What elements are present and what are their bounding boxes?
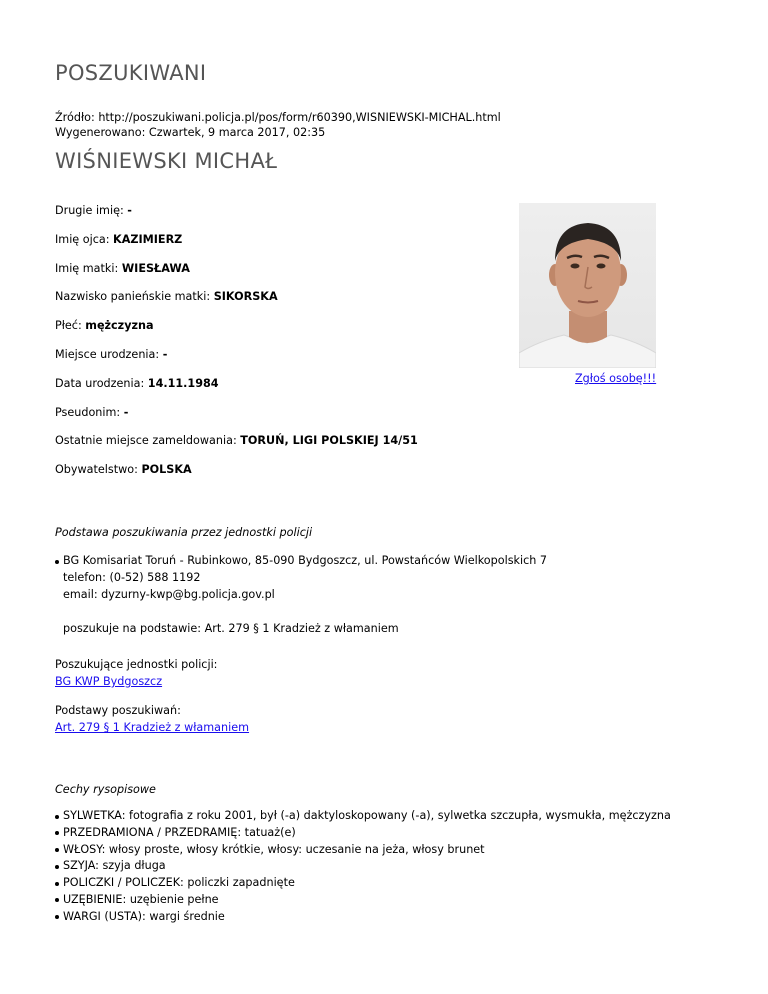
field-mother-name: Imię matki: WIESŁAWA: [55, 262, 190, 275]
list-item: UZĘBIENIE: uzębienie pełne: [55, 892, 671, 909]
list-item: SZYJA: szyja długa: [55, 858, 671, 875]
list-item: WARGI (USTA): wargi średnie: [55, 909, 671, 926]
field-last-address: Ostatnie miejsce zameldowania: TORUŃ, LIGI POLSKIEJ 14/51: [55, 434, 418, 447]
source-line: Źródło: http://poszukiwani.policja.pl/pos/form/r60390,WISNIEWSKI-MICHAL.html: [55, 111, 501, 124]
generated-line: Wygenerowano: Czwartek, 9 marca 2017, 02:35: [55, 126, 326, 139]
field-second-name: Drugie imię: -: [55, 204, 132, 217]
searching-units-label: Poszukujące jednostki policji:: [55, 658, 218, 671]
features-heading: Cechy rysopisowe: [55, 783, 156, 796]
field-nickname: Pseudonim: -: [55, 406, 129, 419]
portrait-image: [519, 203, 656, 368]
person-photo: [519, 203, 656, 368]
meta-info: [55, 110, 501, 140]
search-basis-heading: Podstawa poszukiwania przez jednostki policji: [55, 526, 313, 539]
search-basis-list: [55, 553, 547, 570]
person-name: WIŚNIEWSKI MICHAŁ: [55, 149, 278, 173]
field-mother-maiden-name: Nazwisko panieńskie matki: SIKORSKA: [55, 290, 278, 303]
field-father-name: Imię ojca: KAZIMIERZ: [55, 233, 183, 246]
field-birthplace: Miejsce urodzenia: -: [55, 348, 168, 361]
searching-unit-link[interactable]: BG KWP Bydgoszcz: [55, 675, 163, 688]
unit-email: email: dyzurny-kwp@bg.policja.gov.pl: [63, 587, 275, 601]
list-item: PRZEDRAMIONA / PRZEDRAMIĘ: tatuaż(e): [55, 825, 671, 842]
unit-contact: [63, 570, 275, 604]
search-grounds-label: Podstawy poszukiwań:: [55, 704, 181, 717]
list-item: POLICZKI / POLICZEK: policzki zapadnięte: [55, 875, 671, 892]
report-person-link[interactable]: Zgłoś osobę!!!: [575, 372, 657, 385]
field-sex: Płeć: mężczyzna: [55, 319, 154, 332]
field-birthdate: Data urodzenia: 14.11.1984: [55, 377, 219, 390]
unit-basis: poszukuje na podstawie: Art. 279 § 1 Kradzież z włamaniem: [63, 622, 399, 635]
list-item: BG Komisariat Toruń - Rubinkowo, 85-090 Bydgoszcz, ul. Powstańców Wielkopolskich 7: [55, 553, 547, 570]
field-citizenship: Obywatelstwo: POLSKA: [55, 463, 192, 476]
list-item: SYLWETKA: fotografia z roku 2001, był (-a) daktyloskopowany (-a), sylwetka szczupła, wysmukła, mężczyzna: [55, 808, 671, 825]
site-title: POSZUKIWANI: [55, 61, 207, 85]
unit-phone: telefon: (0-52) 588 1192: [63, 571, 201, 584]
search-ground-link[interactable]: Art. 279 § 1 Kradzież z włamaniem: [55, 721, 250, 734]
features-list: [55, 808, 671, 926]
list-item: WŁOSY: włosy proste, włosy krótkie, włosy: uczesanie na jeża, włosy brunet: [55, 842, 671, 859]
